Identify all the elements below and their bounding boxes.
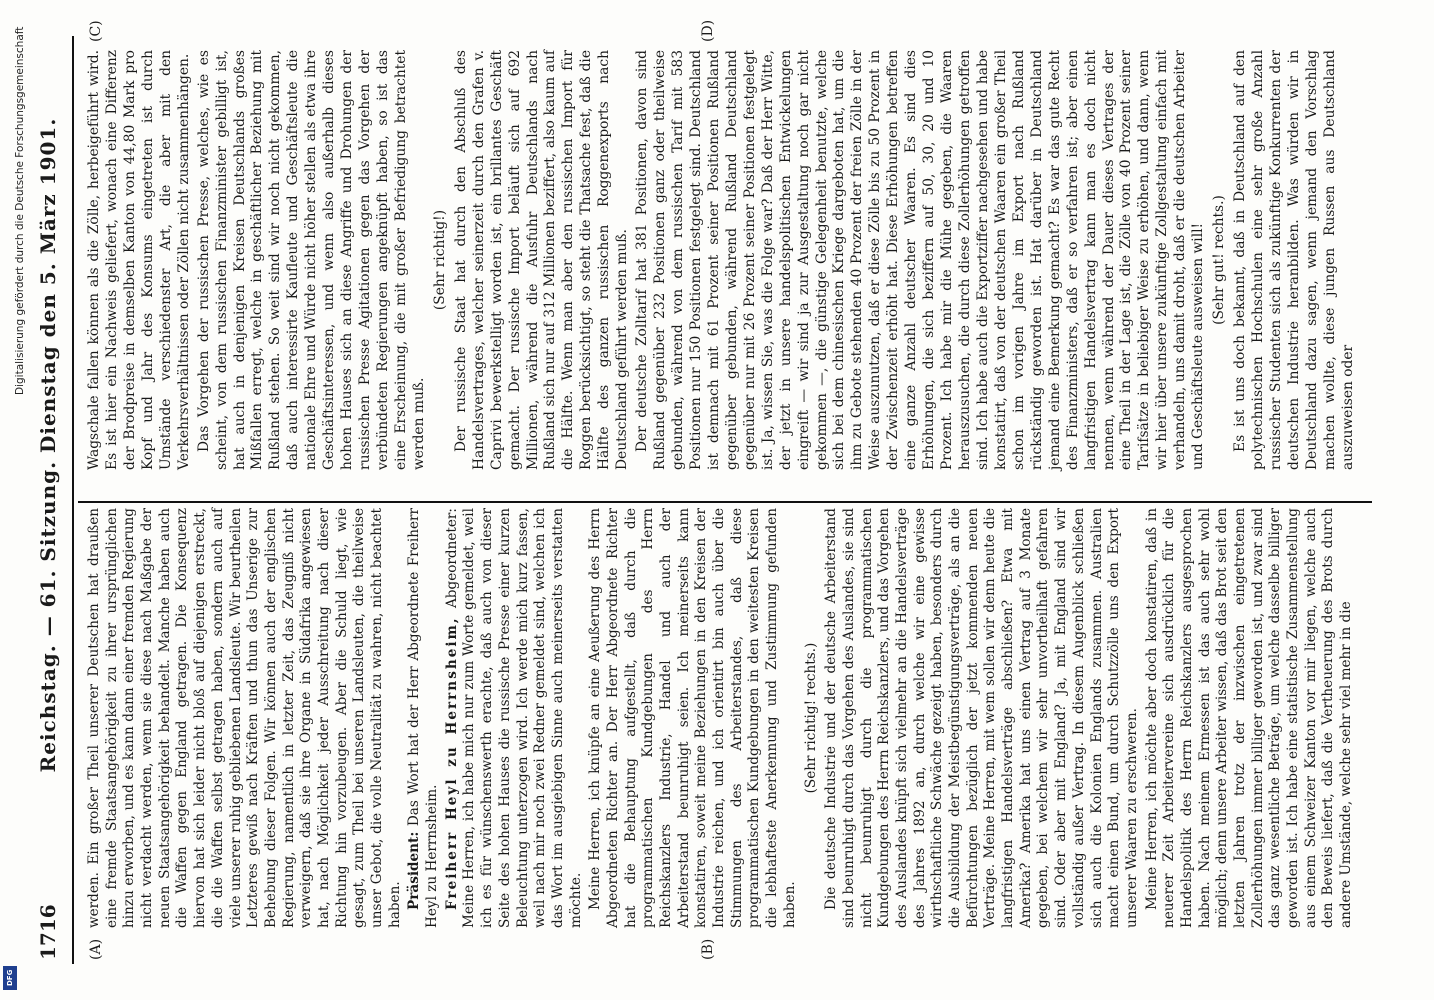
margin-marker-c: (C): [88, 20, 104, 42]
paragraph: Wagschale fallen können als die Zölle, herbeigeführt wird. Es ist hier ein Nachweis geliefert, wonach eine Differenz der Brodpreise in demselben Kanton von 44,80 Mark pro Kopf und Jahr des Konsums eingetreten ist durch Umstände verschiedenster Art, die aber mit den Verkehrsverhältnissen oder Zöllen nicht zusammenhängen.: [86, 50, 192, 470]
interjection: (Sehr richtig! rechts.): [802, 642, 819, 794]
paragraph: Der russische Staat hat durch den Abschluß des Handelsvertrages, welcher seinerzeit durch den Grafen v. Caprivi bewerkstelligt worden ist, ein brillantes Geschäft gemacht. Der russische Import beläuft sich auf 692 Millionen, während die Ausfuhr Deutschlands nach Rußland sich nur auf 312 Millionen beziffert, also kaum auf die Hälfte. Wenn man aber den russischen Import für Roggen berücksichtigt, so steht die Thatsache fest, daß die Hälfte des ganzen russischen Roggenexports nach Deutschland geführt werden muß.: [452, 50, 631, 470]
president-paragraph: [406, 508, 441, 928]
interjection: (Sehr richtig!): [431, 209, 448, 311]
margin-marker-d: (D): [700, 19, 716, 42]
page-number: 1716: [36, 904, 60, 960]
right-column: [86, 50, 1360, 470]
paragraph: werden. Ein großer Theil unserer Deutschen hat draußen eine fremde Staatsangehörigkeit zu ihrer ursprünglichen hinzu erworben, und es kann dann einer fremden Regierung nicht verdacht werden, wenn sie diese nach Maßgabe der neuen Staatsangehörigkeit behandelt. Manche haben auch die Waffen gegen England getragen. Die Konsequenz hiervon hat sich leider nicht bloß auf diejenigen erstreckt, die die Waffen selbst getragen haben, sondern auch auf viele unserer ruhig gebliebenen Landsleute. Wir beurtheilen Letzteres gewiß nach Kräften und thun das Unserige zur Behebung dieser Folgen. Wir können auch der englischen Regierung, namentlich in letzter Zeit, das Zeugniß nicht verweigern, daß sie ihre Organe in Südafrika angewiesen hat, nach Möglichkeit jeder Ausschreitung nach dieser Richtung hin vorzubeugen. Aber die Schuld liegt, wie gesagt, zum Theil bei unseren Landsleuten, die theilweise unser Gebot, die volle Neutralität zu wahren, nicht beachtet haben.: [86, 508, 403, 928]
president-label: Präsident:: [406, 831, 423, 910]
paragraph: Meine Herren, ich möchte aber doch konstatiren, daß in neuerer Zeit Arbeitervereine sich ausdrücklich für die Handelspolitik des Herrn Reichskanzlers ausgesprochen haben. Nach meinem Ermessen ist das auch sehr wohl möglich; denn unsere Arbeiter wissen, daß das Brot seit den letzten Jahren trotz der inzwischen eingetretenen Zollerhöhungen immer billiger geworden ist, und zwar sind das ganz wesentliche Beträge, um welche dasselbe billiger geworden ist. Ich habe eine statistische Zusammenstellung aus einem Schweizer Kanton vor mir liegen, welche auch den Beweis liefert, daß die Vertheuerung des Brots durch andere Umstände, welche sehr viel mehr in die: [1143, 508, 1355, 928]
paragraph: Meine Herren, ich knüpfe an eine Aeußerung des Herrn Abgeordneten Richter an. Der Herr Abgeordnete Richter hat die Behauptung aufgestellt, daß durch die programmatischen Kundgebungen des Herrn Reichskanzlers Industrie, Handel und auch der Arbeiterstand beunruhigt seien. Ich meinerseits kann konstatiren, soweit meine Beziehungen in den Kreisen der Industrie reichen, und ich orientirt bin auch über die Stimmungen des Arbeiterstandes, daß diese programmatischen Kundgebungen in den weitesten Kreisen die lebhafteste Anerkennung und Zustimmung gefunden haben.: [587, 508, 798, 928]
dfg-logo: DFG: [3, 966, 17, 990]
president-text: Das Wort hat der Herr Abgeordnete Freiherr Heyl zu Herrnsheim.: [406, 508, 441, 928]
paragraph: Das Vorgehen der russischen Presse, welches, wie es scheint, von dem russischen Finanzminister gebilligt ist, hat auch in denjenigen Kreisen Deutschlands großes Mißfallen erregt, welche in geschäftlicher Beziehung mit Rußland stehen. So weit sind wir noch nicht gekommen, daß auch interessirte Kaufleute und Geschäftsleute die nationale Ehre und Würde nicht höher stellen als etwa ihre Geschäftsinteressen, und wenn also außerhalb dieses hohen Hauses sich an diese Angriffe und Drohungen der russischen Presse Agitationen gegen das Vorgehen der verbündeten Regierungen angeknüpft haben, so ist das eine Erscheinung, die mit großer Befriedigung betrachtet werden muß.: [195, 50, 427, 470]
column-rule: [78, 501, 1372, 503]
interjection: (Sehr gut! rechts.): [1211, 195, 1228, 325]
margin-marker-a: (A): [88, 938, 104, 960]
header-rule: [72, 36, 74, 964]
digitization-credit: Digitalisierung gefördert durch die Deutsche Forschungsgemeinschaft: [14, 26, 26, 395]
page-header: [32, 40, 68, 960]
page-title: Reichstag. — 61. Sitzung. Dienstag den 5. März 1901.: [36, 117, 60, 773]
left-column: [86, 508, 1358, 928]
paragraph: Der deutsche Zolltarif hat 381 Positionen, davon sind Rußland gegenüber 232 Positionen ganz oder theilweise gebunden, während von dem russischen Tarif mit 583 Positionen nur 150 Positionen festgelegt sind. Deutschland ist demnach mit 61 Prozent seiner Positionen Rußland gegenüber gebunden, während Rußland Deutschland gegenüber nur mit 26 Prozent seiner Positionen festgelegt ist. Ja, wissen Sie, was die Folge war? Daß der Herr Witte, der jetzt in unsere handelspolitischen Entwickelungen eingreift — wir sind ja zur Ausgestaltung noch gar nicht gekommen —, die günstige Gelegenheit benutzte, welche sich bei dem chinesischen Kriege dargeboten hat, um die ihm zu Gebote stehenden 40 Prozent der freien Zölle in der Weise auszunutzen, daß er diese Zölle bis zu 50 Prozent in der Zwischenzeit erhöht hat. Diese Erhöhungen betreffen eine ganze Anzahl deutscher Waaren. Es sind dies Erhöhungen, die sich beziffern auf 50, 30, 20 und 10 Prozent. Ich habe mir die Mühe gegeben, die Waaren herauszusuchen, die durch diese Zollerhöhungen getroffen sind. Ich habe auch die Exportziffer nachgesehen und habe konstatirt, daß von der deutschen Waaren ein großer Theil schon im vorigen Jahre im Export nach Rußland rückständig geworden ist. Hat darüber in Deutschland jemand eine Bemerkung gemacht? Es war das gute Recht des Finanzministers, daß er so verfahren ist; aber einen langfristigen Handelsvertrag kann man es doch nicht nennen, wenn während der Dauer dieses Vertrages der eine Theil in der Lage ist, die Zölle von 40 Prozent seiner Tarifsätze in beliebiger Weise zu erhöhen, und dann, wenn wir hier über unsere zukünftige Zollgestaltung einfach mit verhandeln, uns damit droht, daß er die deutschen Arbeiter und Geschäftsleute ausweisen will!: [634, 50, 1207, 470]
speaker-label: Freiherr Heyl zu Herrnsheim,: [443, 616, 460, 910]
speaker-paragraph: [444, 508, 586, 928]
paragraph: Es ist uns doch bekannt, daß in Deutschland auf den polytechnischen Hochschulen eine sehr große Anzahl russischer Studenten sich als zukünftige Konkurrenten der deutschen Industrie heranbilden. Was würden wir in Deutschland dazu sagen, wenn jemand den Vorschlag machen wollte, diese jungen Russen aus Deutschland auszuweisen oder: [1232, 50, 1356, 470]
margin-marker-b: (B): [700, 938, 716, 960]
speaker-text: Abgeordneter: Meine Herren, ich habe mich nur zum Worte gemeldet, weil ich es für wünschenswerth erachte, daß auch von dieser Seite des hohen Hauses die russische Presse einer kurzen Beleuchtung unterzogen wird. Ich werde mich kurz fassen, weil nach mir noch zwei Redner gemeldet sind, welchen ich das Wort im ausgiebigen Sinne auch meinerseits verstatten möchte.: [443, 507, 584, 928]
paragraph: Die deutsche Industrie und der deutsche Arbeiterstand sind beunruhigt durch das Vorgehen des Auslandes, sie sind nicht beunruhigt durch die programmatischen Kundgebungen des Herrn Reichskanzlers, und das Vorgehen des Auslandes knüpft sich vielmehr an die Handelsverträge des Jahres 1892 an, durch welche wir eine gewisse wirthschaftliche Schwäche gezeigt haben, besonders durch die Ausbildung der Meistbegünstigungsverträge, als an die Befürchtungen bezüglich der jetzt kommenden neuen Verträge. Meine Herren, mit wem sollen wir denn heute die langfristigen Handelsverträge abschließen? Etwa mit Amerika? Amerika hat uns einen Vertrag auf 3 Monate gegeben, bei welchem wir sehr unvortheilhaft gefahren sind. Oder aber mit England? Ja, mit England sind wir vollständig außer Vertrag. In diesem Augenblick schließen sich auch die Kolonien Englands zusammen. Australien macht einen Bund, um durch Schutzzölle uns den Export unserer Waaren zu erschweren.: [823, 508, 1140, 928]
